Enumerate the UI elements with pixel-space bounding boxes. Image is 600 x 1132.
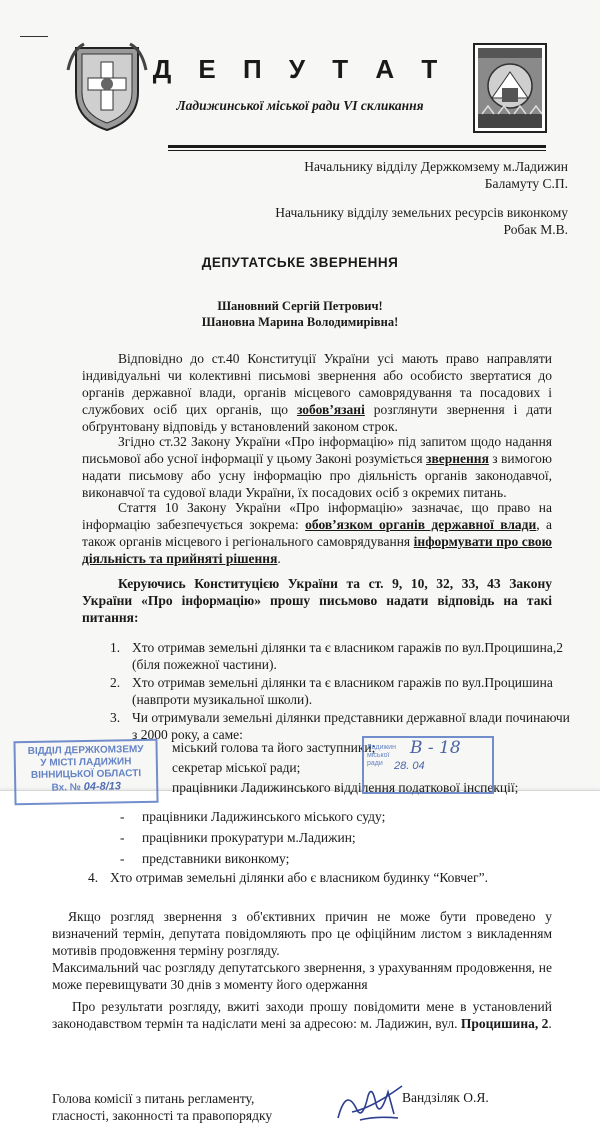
paragraph-constitution-end: розглянути звернення і дати обґрунтовану відповідь у встановлений законом строк. [82, 402, 552, 434]
paragraph-results-text: Про результати розгляду, вжиті заходи прошу повідомити мене в установлений законодавством термін та надіслати мені за адресою: м. Ладижин, вул. [52, 999, 552, 1031]
list-item: працівники Ладижинського відділення податкової інспекції; [172, 780, 519, 795]
signatory-name: Вандзіляк О.Я. [402, 1090, 489, 1105]
addressee-1-name: Баламуту С.П. [484, 176, 568, 191]
header-divider-thin [168, 150, 546, 151]
paragraph-max-time: Максимальний час розгляду депутатського звернення, з урахуванням продовження, не може перевищувати 30 днів з моменту його одержання [52, 960, 552, 992]
list-item: секретар міської ради; [172, 760, 301, 775]
addressee-1-position: Начальнику відділу Держкомзему м.Ладижин [304, 159, 568, 174]
greeting-2: Шановна Марина Володимирівна! [201, 315, 399, 329]
questions-list [110, 640, 570, 745]
sub-items-bottom [120, 806, 560, 869]
corner-mark [20, 36, 48, 37]
paragraph-constitution-text: Відповідно до ст.40 Конституції України усі мають право направляти індивідуальні чи колективні письмові звернення або особисто звертатися до органів державної влади, органів місцевого самоврядування та посадових і службових осіб цих органів, що [82, 351, 552, 417]
addressee-2-name: Робак М.В. [503, 222, 568, 237]
greeting-1: Шановний Сергій Петрович! [217, 299, 383, 313]
paragraph-extension: Якщо розгляд звернення з об'єктивних причин не може бути проведено у визначений термін, депутата повідомляють про це офіційним листом з викладенням мотивів продовження терміну розгляду. [52, 909, 552, 958]
list-item: 2. Хто отримав земельні ділянки та є власником гаражів по вул.Процишина (навпроти музикальної школи). [110, 675, 553, 707]
registration-stamp-left: ВІДДІЛ ДЕРЖКОМЗЕМУ У МІСТІ ЛАДИЖИН ВІННИЦЬКОЇ ОБЛАСТІ Вх. № 04-8/13 [13, 739, 158, 806]
paragraph-article-10 [82, 499, 552, 567]
addressee-2-position: Начальнику відділу земельних ресурсів виконкому [275, 205, 568, 220]
request-paragraph: Керуючись Конституцією України та ст. 9, 10, 32, 33, 43 Закону України «Про інформацію» прошу письмово надати відповідь на такі питання: [82, 576, 552, 625]
paragraph-article-32-end: з вимогою надати письмову або усну інформацію про діяльність органів законодавчої, виконавчої та судової влади України, їх посадових осіб з окремих питань. [82, 451, 552, 500]
appeal-heading: ДЕПУТАТСЬКЕ ЗВЕРНЕННЯ [201, 255, 399, 270]
paragraph-article-10-text: Стаття 10 Закону України «Про інформацію» зазначає, що право на інформацію забезпечується зокрема: [82, 500, 552, 532]
list-item: - представники виконкому; [120, 851, 290, 866]
paragraph-results: Про результати розгляду, вжиті заходи прошу повідомити мене в установлений законодавством термін та надіслати мені за адресою: м. Ладижин, вул. Процишина, 2. [52, 999, 552, 1031]
list-item: 3. Чи отримували земельні ділянки представники державної влади починаючи з 2000 року, а саме: [110, 710, 570, 742]
signatory-role: Голова комісії з питань регламенту, гласності, законності та правопорядку [52, 1091, 273, 1123]
address-street: Процишина, 2 [460, 1016, 549, 1031]
list-item: 1. Хто отримав земельні ділянки та є власником гаражів по вул.Процишина,2 (біля пожежної частини). [110, 640, 563, 672]
addressee-1 [304, 158, 568, 192]
document-title: Д Е П У Т А Т [152, 54, 448, 84]
question-4: 4. Хто отримав земельні ділянки або є власником будинку “Ковчег”. [88, 870, 488, 885]
list-item: міський голова та його заступники; [172, 740, 376, 755]
handwritten-signature [332, 1078, 412, 1126]
registration-stamp-right: Ладижин міської ради В - 18 28. 04 [362, 736, 494, 794]
emphasis-obliged: зобов’язані [296, 402, 365, 417]
paragraph-article-32-text: Згідно ст.32 Закону України «Про інформацію» під запитом щодо надання письмової або усної інформації у цьому Законі розуміється [82, 434, 552, 466]
emphasis-inform: інформувати про свою діяльність та прийняті рішення [82, 534, 553, 566]
paragraph-article-32 [82, 433, 552, 501]
list-item: - працівники прокуратури м.Ладижин; [120, 830, 356, 845]
paragraph-article-10-middle: , а також органів місцевого і регіонального самоврядування [82, 517, 553, 549]
addressee-2 [275, 204, 568, 238]
paragraph-article-10-end: . [277, 551, 281, 566]
list-item: - працівники Ладижинського міського суду; [120, 809, 386, 824]
paragraph-constitution [82, 350, 552, 435]
council-subtitle: Ладижинської міської ради VI скликання [176, 98, 424, 113]
header-divider [168, 145, 546, 148]
emphasis-duty: обов’язком органів державної влади [305, 517, 537, 532]
emphasis-appeal: звернення [426, 451, 489, 466]
